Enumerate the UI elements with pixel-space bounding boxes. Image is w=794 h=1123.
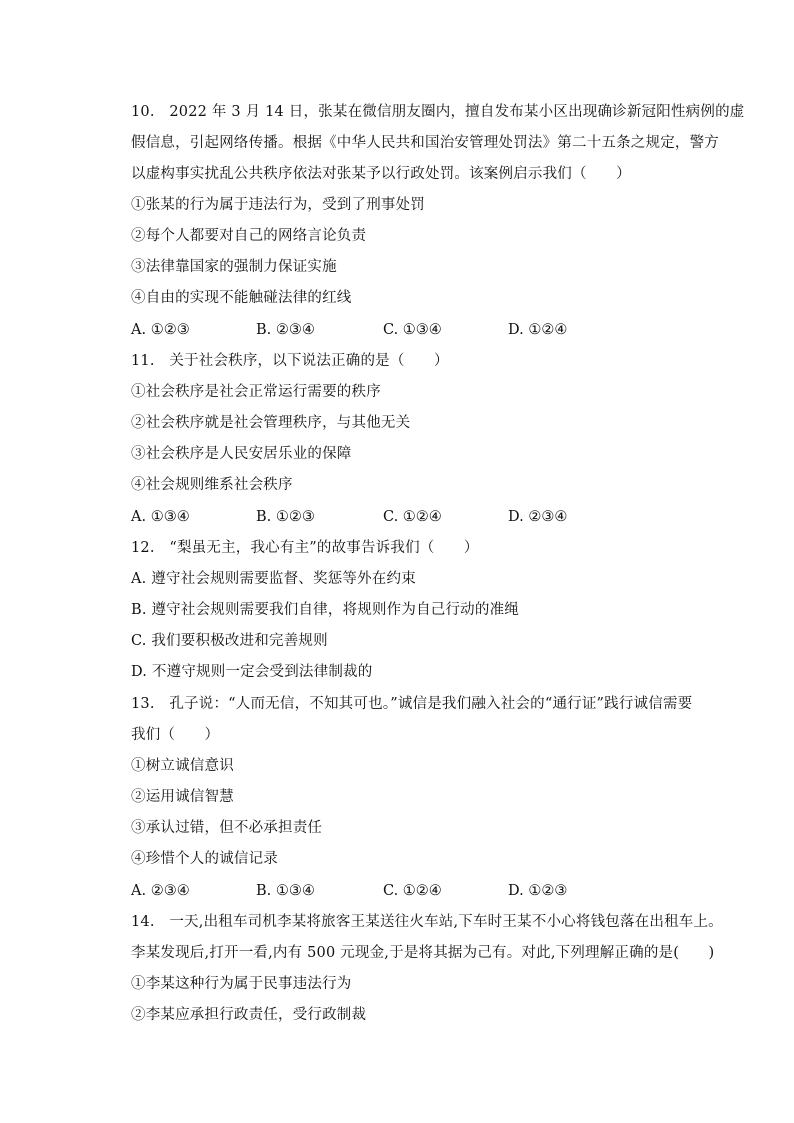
question-14-line-1: 14. 一天,出租车司机李某将旅客王某送往火车站,下车时王某不小心将钱包落在出租车上。 xyxy=(131,914,723,930)
question-11-option-c[interactable]: C. ①②④ xyxy=(383,509,442,525)
question-11-item-1: ①社会秩序是社会正常运行需要的秩序 xyxy=(131,384,381,400)
question-12-line-1: 12. “梨虽无主，我心有主”的故事告诉我们（ ） xyxy=(131,540,479,556)
question-10-line-2: 假信息，引起网络传播。根据《中华人民共和国治安管理处罚法》第二十五条之规定，警方 xyxy=(131,135,719,151)
question-11-item-4: ④社会规则维系社会秩序 xyxy=(131,477,293,493)
question-13-option-b[interactable]: B. ①③④ xyxy=(256,883,315,899)
question-13-item-2: ②运用诚信智慧 xyxy=(131,789,234,805)
question-10-line-3: 以虚构事实扰乱公共秩序依法对张某予以行政处罚。该案例启示我们（ ） xyxy=(131,166,631,182)
question-14-item-2: ②李某应承担行政责任，受行政制裁 xyxy=(131,1007,367,1023)
question-11-option-b[interactable]: B. ①②③ xyxy=(256,509,315,525)
question-13-item-3: ③承认过错，但不必承担责任 xyxy=(131,820,323,836)
question-11-option-a[interactable]: A. ①③④ xyxy=(131,509,190,525)
question-10-line-1: 10. 2022 年 3 月 14 日，张某在微信朋友圈内，擅自发布某小区出现确诊新冠阳性病例的虚 xyxy=(131,104,745,120)
question-10-item-2: ②每个人都要对自己的网络言论负责 xyxy=(131,228,367,244)
question-11-item-2: ②社会秩序就是社会管理秩序，与其他无关 xyxy=(131,415,411,431)
question-12-option-b[interactable]: B. 遵守社会规则需要我们自律，将规则作为自己行动的准绳 xyxy=(131,602,519,618)
question-12-option-c[interactable]: C. 我们要积极改进和完善规则 xyxy=(131,633,328,649)
question-10-item-1: ①张某的行为属于违法行为，受到了刑事处罚 xyxy=(131,197,425,213)
question-10-item-3: ③法律靠国家的强制力保证实施 xyxy=(131,259,337,275)
question-13-option-c[interactable]: C. ①②④ xyxy=(383,883,442,899)
question-11-option-d[interactable]: D. ②③④ xyxy=(508,509,568,525)
question-10-option-d[interactable]: D. ①②④ xyxy=(508,322,568,338)
question-13-line-1: 13. 孔子说：“人而无信，不知其可也。”诚信是我们融入社会的“通行证”践行诚信需要 xyxy=(131,696,693,712)
question-14-item-1: ①李某这种行为属于民事违法行为 xyxy=(131,976,352,992)
question-12-option-a[interactable]: A. 遵守社会规则需要监督、奖惩等外在约束 xyxy=(131,571,416,587)
question-10-item-4: ④自由的实现不能触碰法律的红线 xyxy=(131,290,352,306)
question-12-option-d[interactable]: D. 不遵守规则一定会受到法律制裁的 xyxy=(131,664,373,680)
question-13-option-d[interactable]: D. ①②③ xyxy=(508,883,568,899)
question-13-item-4: ④珍惜个人的诚信记录 xyxy=(131,851,278,867)
question-13-line-2: 我们（ ） xyxy=(131,727,220,743)
question-13-item-1: ①树立诚信意识 xyxy=(131,758,234,774)
question-13-option-a[interactable]: A. ②③④ xyxy=(131,883,190,899)
question-10-option-b[interactable]: B. ②③④ xyxy=(256,322,315,338)
question-10-option-a[interactable]: A. ①②③ xyxy=(131,322,190,338)
question-14-line-2: 李某发现后,打开一看,内有 500 元现金,于是将其据为己有。对此,下列理解正确的是( ) xyxy=(131,945,715,961)
question-11-line-1: 11. 关于社会秩序，以下说法正确的是（ ） xyxy=(131,353,449,369)
question-10-option-c[interactable]: C. ①③④ xyxy=(383,322,442,338)
question-11-item-3: ③社会秩序是人民安居乐业的保障 xyxy=(131,446,352,462)
